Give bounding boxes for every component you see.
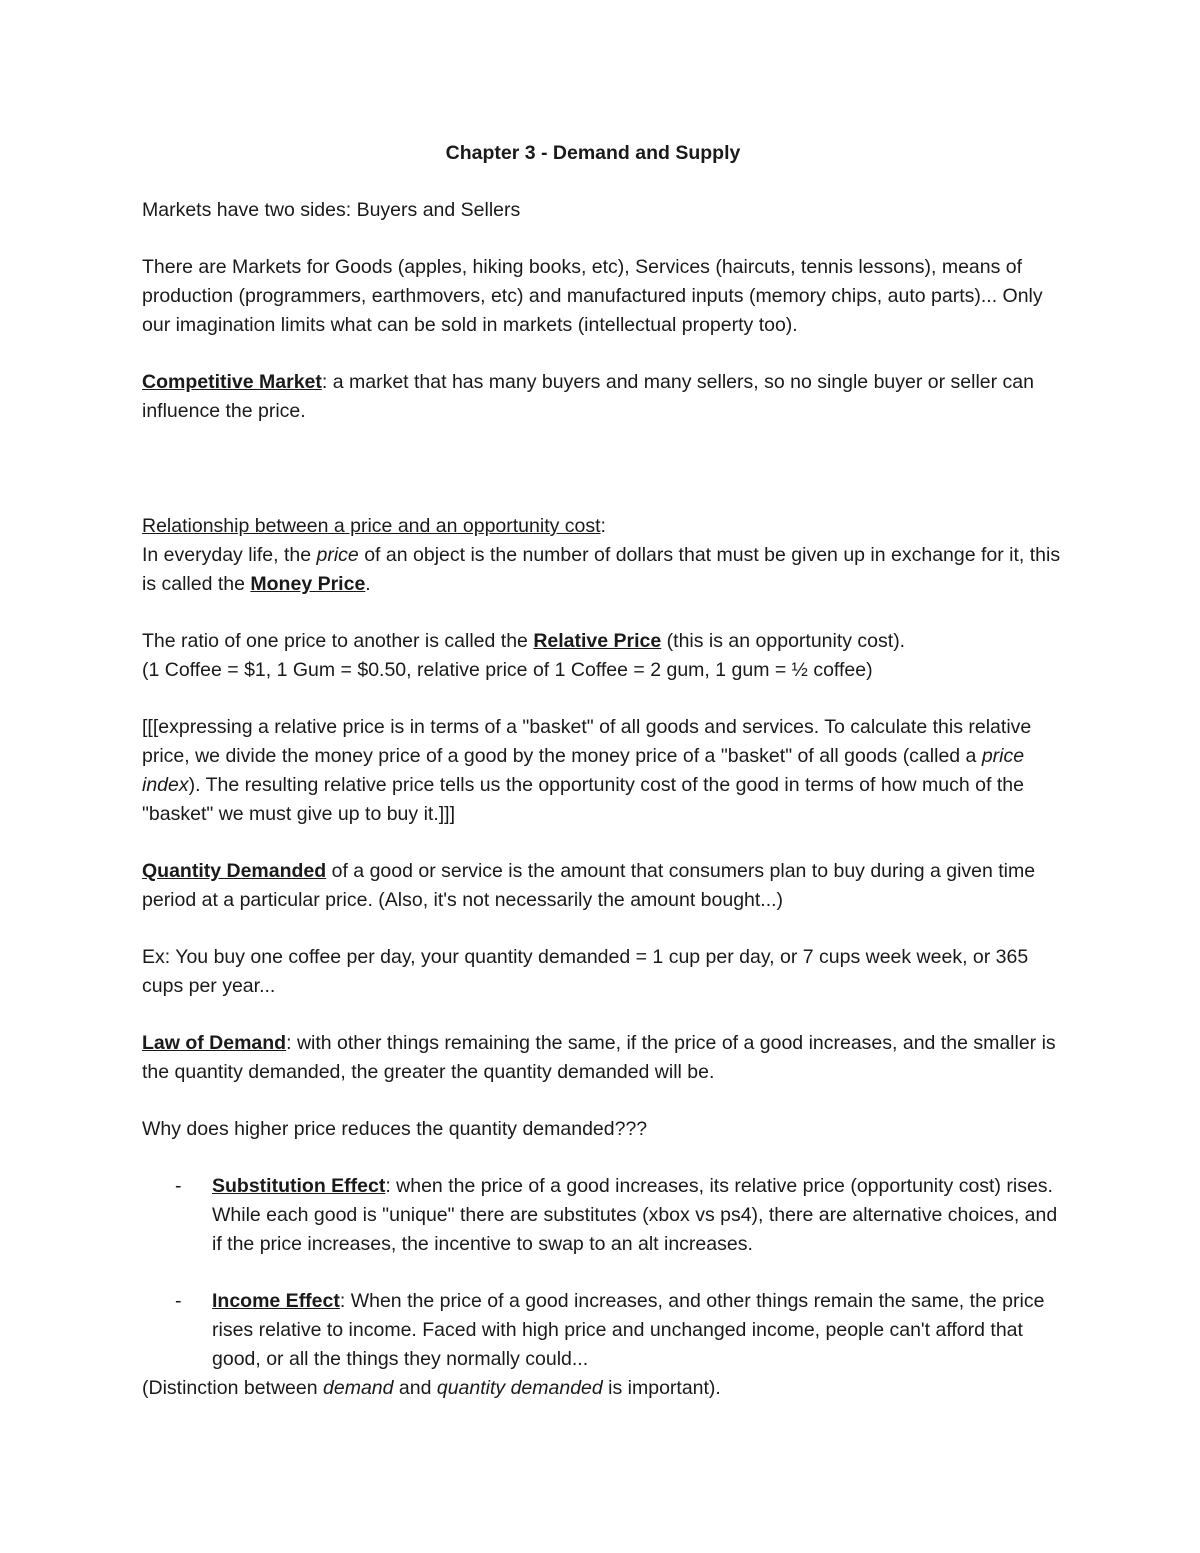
italic-demand: demand bbox=[323, 1377, 394, 1399]
page-title: Chapter 3 - Demand and Supply bbox=[445, 142, 741, 164]
distinction-post: is important). bbox=[602, 1377, 721, 1399]
relative-price-pre: The ratio of one price to another is called the bbox=[142, 630, 534, 652]
relationship-end: . bbox=[365, 573, 371, 595]
distinction-pre: (Distinction between bbox=[142, 1377, 324, 1399]
relative-price-example: (1 Coffee = $1, 1 Gum = $0.50, relative price of 1 Coffee = 2 gum, 1 gum = ½ coffee) bbox=[142, 659, 873, 681]
relationship-text-a: In everyday life, the bbox=[142, 544, 317, 566]
term-relative-price: Relative Price bbox=[533, 630, 662, 652]
basket-pre: [[[expressing a relative price is in terms of a "basket" of all goods and services. To calculate this relative price, we divide the money price of a good by the money price of a "basket" of all goods (called a bbox=[142, 716, 1032, 767]
term-money-price: Money Price bbox=[250, 573, 366, 595]
list-dash: - bbox=[175, 1290, 182, 1312]
paragraph-distinction bbox=[142, 1374, 1072, 1403]
quantity-demanded-definition: of a good or service is the amount that consumers plan to buy during a given time period at a particular price. (Also, it's not necessarily the amount bought...) bbox=[142, 860, 1036, 911]
paragraph-why: Why does higher price reduces the quantity demanded??? bbox=[142, 1118, 648, 1140]
heading-relationship: Relationship between a price and an opportunity cost bbox=[142, 515, 601, 537]
italic-price-index: price index bbox=[142, 745, 1025, 796]
substitution-effect-text: : when the price of a good increases, its relative price (opportunity cost) rises. While each good is "unique" there are substitutes (xbox vs ps4), there are alternative choices, and if the price increases, the incentive to swap to an alt increases. bbox=[212, 1175, 1058, 1255]
document-page bbox=[142, 139, 1072, 1403]
paragraph-example: Ex: You buy one coffee per day, your quantity demanded = 1 cup per day, or 7 cups week week, or 365 cups per year... bbox=[142, 946, 1029, 997]
paragraph-quantity-demanded bbox=[142, 857, 1072, 915]
term-competitive-market: Competitive Market bbox=[142, 371, 322, 393]
list-dash: - bbox=[175, 1175, 182, 1197]
term-quantity-demanded: Quantity Demanded bbox=[142, 860, 327, 882]
italic-price: price bbox=[316, 544, 359, 566]
term-law-of-demand: Law of Demand bbox=[142, 1032, 287, 1054]
paragraph-markets-types: There are Markets for Goods (apples, hiking books, etc), Services (haircuts, tennis lessons), means of production (programmers, earthmovers, etc) and manufactured inputs (memory chips, auto parts)... Only our imagination limits what can be sold in markets (intellectual property too). bbox=[142, 256, 1043, 336]
paragraph-basket bbox=[142, 713, 1072, 829]
term-substitution-effect: Substitution Effect bbox=[212, 1175, 386, 1197]
income-effect-text: : When the price of a good increases, and other things remain the same, the price rises relative to income. Faced with high price and unchanged income, people can't afford that good, or all the things they normally could... bbox=[212, 1290, 1045, 1370]
term-income-effect: Income Effect bbox=[212, 1290, 340, 1312]
effects-list bbox=[142, 1172, 1072, 1374]
list-item-income-effect bbox=[142, 1287, 1072, 1374]
list-item-substitution-effect bbox=[142, 1172, 1072, 1259]
paragraph-price-opportunity-cost bbox=[142, 512, 1072, 599]
distinction-and: and bbox=[393, 1377, 437, 1399]
paragraph-competitive-market bbox=[142, 368, 1072, 426]
basket-post: ). The resulting relative price tells us the opportunity cost of the good in terms of how much of the "basket" we must give up to buy it.]]] bbox=[142, 774, 1024, 825]
relative-price-post: (this is an opportunity cost). bbox=[661, 630, 906, 652]
relationship-text-b: of an object is the number of dollars that must be given up in exchange for it, this is called the bbox=[142, 544, 1061, 595]
paragraph-law-of-demand bbox=[142, 1029, 1072, 1087]
paragraph-relative-price bbox=[142, 627, 1072, 685]
paragraph-markets-two-sides: Markets have two sides: Buyers and Sellers bbox=[142, 199, 521, 221]
law-of-demand-definition: : with other things remaining the same, if the price of a good increases, and the smaller is the quantity demanded, the greater the quantity demanded will be. bbox=[142, 1032, 1056, 1083]
italic-quantity-demanded: quantity demanded bbox=[436, 1377, 603, 1399]
competitive-market-definition: : a market that has many buyers and many sellers, so no single buyer or seller can influence the price. bbox=[142, 371, 1034, 422]
heading-colon: : bbox=[600, 515, 606, 537]
